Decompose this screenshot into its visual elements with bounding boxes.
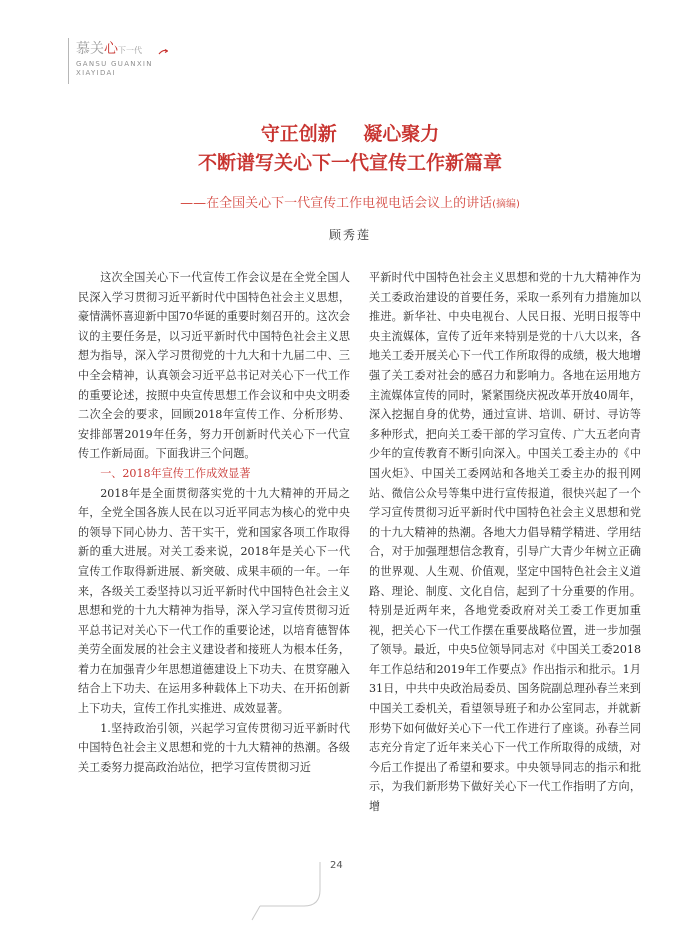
article-subtitle-text: ——在全国关心下一代宣传工作电视电话会议上的讲话 <box>180 196 493 211</box>
masthead-divider <box>68 38 69 84</box>
page-number: 24 <box>330 860 343 871</box>
masthead-title-char: 关 <box>90 41 104 57</box>
article-title-line2: 不断谱写关心下一代宣传工作新篇章 <box>197 152 502 174</box>
left-column <box>78 268 350 777</box>
paragraph: 这次全国关心下一代宣传工作会议是在全党全国人民深入学习贯彻习近平新时代中国特色社会主义思想，豪情满怀喜迎新中国70华诞的重要时刻召开的。这次会议的主要任务是，以习近平新时代中国特色社会主义思想为指导，深入学习贯彻党的十九大和十九届二中、三中全会精神，认真领会习近平总书记对关心下一代工作的重要论述，按照中央宣传思想工作会议和中央文明委二次全会的要求，回顾2018年宣传工作、分析形势、安排部署2019年任务，努力开创新时代关心下一代宣传工作新局面。下面我讲三个问题。 <box>78 271 350 461</box>
footer-decoration <box>246 860 336 924</box>
paragraph: 2018年是全面贯彻落实党的十九大精神的开局之年，全党全国各族人民在以习近平同志为核心的党中央的领导下同心协力、苦干实干，党和国家各项工作取得新的重大进展。对关工委来说，2018年是关心下一代宣传工作取得新进展、新突破、成果丰硕的一年。一年来，各级关工委坚持以习近平新时代中国特色社会主义思想和党的十九大精神为指导，深入学习宣传贯彻习近平总书记对关心下一代工作的重要论述，以培育德智体美劳全面发展的社会主义建设者和接班人为根本任务，着力在加强青少年思想道德建设上下功夫、在贯穿融入结合上下功夫、在运用多种载体上下功夫、在开拓创新上下功夫，宣传工作扎实推进、成效显著。 <box>78 486 350 716</box>
masthead-sub-line2: XIAYIDAI <box>76 69 116 77</box>
article-author: 顾秀莲 <box>328 228 371 242</box>
section-heading: 一、2018年宣传工作成效显著 <box>100 466 251 480</box>
arrow-icon <box>158 48 168 56</box>
masthead-subtitle <box>76 60 153 78</box>
masthead-title-char: 慕 <box>76 41 90 57</box>
masthead-logo <box>68 36 208 86</box>
masthead-sub-line1: GANSU GUANXIN <box>76 60 153 68</box>
paragraph: 平新时代中国特色社会主义思想和党的十九大精神作为关工委政治建设的首要任务，采取一系列有力措施加以推进。新华社、中央电视台、人民日报、光明日报等中央主流媒体，宣传了近年来特别是党的十八大以来，各地关工委开展关心下一代工作所取得的成绩，极大地增强了关工委对社会的感召力和影响力。各地在运用地方主流媒体宣传的同时，紧紧围绕庆祝改革开放40周年，深入挖掘自身的优势，通过宣讲、培训、研讨、寻访等多种形式，把向关工委干部的学习宣传、广大五老向青少年的宣传教育不断引向深入。中国关工委主办的《中国火炬》、中国关工委网站和各地关工委主办的报刊网站、微信公众号等集中进行宣传报道，很快兴起了一个学习宣传贯彻习近平新时代中国特色社会主义思想和党的十九大精神的热潮。各地大力倡导精学精进、学用结合，对于加强理想信念教育，引导广大青少年树立正确的世界观、人生观、价值观，坚定中国特色社会主义道路、理论、制度、文化自信，起到了十分重要的作用。特别是近两年来，各地党委政府对关工委工作更加重视，把关心下一代工作摆在重要战略位置，进一步加强了领导。最近，中央5位领导同志对《中国关工委2018年工作总结和2019年工作要点》作出指示和批示。1月31日，中共中央政治局委员、国务院副总理孙春兰来到中国关工委机关，看望领导班子和办公室同志，并就新形势下如何做好关心下一代工作进行了座谈。孙春兰同志充分肯定了近年来关心下一代工作所取得的成绩，对今后工作提出了希望和要求。中央领导同志的指示和批示，为我们新形势下做好关心下一代工作指明了方向，增 <box>369 271 641 814</box>
masthead-title <box>76 38 142 58</box>
article-subtitle-note: (摘编) <box>492 199 520 210</box>
paragraph: 1.坚持政治引领，兴起学习宣传贯彻习近平新时代中国特色社会主义思想和党的十九大精神的热潮。各级关工委努力提高政治站位，把学习宣传贯彻习近 <box>78 721 350 774</box>
masthead-title-small: 下一代 <box>118 46 142 55</box>
masthead-title-heart: 心 <box>104 41 118 57</box>
article-subtitle <box>0 192 700 211</box>
article-title-line1: 守正创新 凝心聚力 <box>260 123 440 145</box>
right-column <box>369 268 641 817</box>
